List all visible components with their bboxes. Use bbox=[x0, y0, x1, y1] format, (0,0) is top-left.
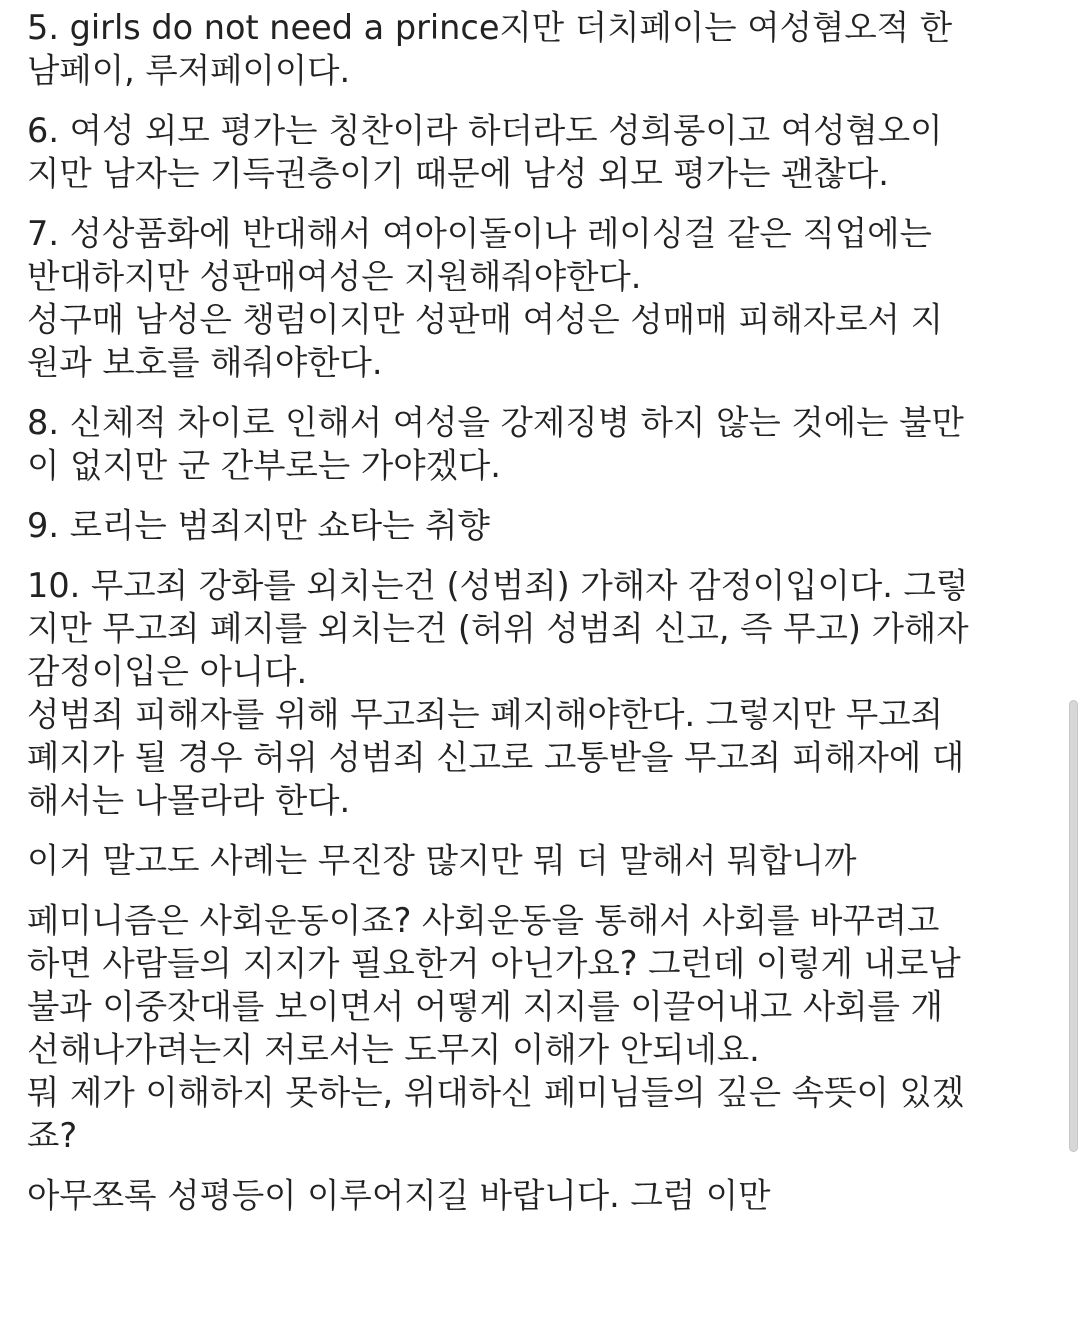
text-line: 이 없지만 군 간부로는 가야겠다. bbox=[27, 446, 501, 485]
text-line: 원과 보호를 해줘야한다. bbox=[27, 343, 383, 382]
text-line: 9. 로리는 범죄지만 쇼타는 취향 bbox=[27, 506, 490, 545]
list-item-10 bbox=[27, 564, 1067, 822]
list-item-9 bbox=[27, 504, 1067, 547]
scrollbar-thumb[interactable] bbox=[1069, 700, 1078, 1152]
text-line: 폐지가 될 경우 허위 성범죄 신고로 고통받을 무고죄 피해자에 대 bbox=[27, 738, 965, 777]
text-line: 10. 무고죄 강화를 외치는건 (성범죄) 가해자 감정이입이다. 그렇 bbox=[27, 566, 969, 605]
text-line: 성범죄 피해자를 위해 무고죄는 폐지해야한다. 그렇지만 무고죄 bbox=[27, 695, 943, 734]
text-line: 아무쪼록 성평등이 이루어지길 바랍니다. 그럼 이만 bbox=[27, 1176, 771, 1215]
text-line: 감정이입은 아니다. bbox=[27, 652, 308, 691]
text-line: 7. 성상품화에 반대해서 여아이돌이나 레이싱걸 같은 직업에는 bbox=[27, 214, 932, 253]
text-line: 선해나가려는지 저로서는 도무지 이해가 안되네요. bbox=[27, 1030, 760, 1069]
text-line: 페미니즘은 사회운동이죠? 사회운동을 통해서 사회를 바꾸려고 bbox=[27, 901, 940, 940]
text-line: 해서는 나몰라라 한다. bbox=[27, 781, 351, 820]
text-line: 6. 여성 외모 평가는 칭찬이라 하더라도 성희롱이고 여성혐오이 bbox=[27, 111, 943, 150]
text-line: 불과 이중잣대를 보이면서 어떻게 지지를 이끌어내고 사회를 개 bbox=[27, 987, 943, 1026]
text-line: 지만 남자는 기득권층이기 때문에 남성 외모 평가는 괜찮다. bbox=[27, 154, 889, 193]
document-body bbox=[27, 6, 1067, 1234]
paragraph-closing bbox=[27, 1174, 1067, 1217]
text-line: 8. 신체적 차이로 인해서 여성을 강제징병 하지 않는 것에는 불만 bbox=[27, 403, 964, 442]
text-line: 반대하지만 성판매여성은 지원해줘야한다. bbox=[27, 257, 642, 296]
text-line: 성구매 남성은 챙럼이지만 성판매 여성은 성매매 피해자로서 지 bbox=[27, 300, 943, 339]
paragraph-feminism bbox=[27, 899, 1067, 1157]
list-item-5 bbox=[27, 6, 1067, 92]
text-line: 뭐 제가 이해하지 못하는, 위대하신 페미님들의 깊은 속뜻이 있겠 bbox=[27, 1073, 965, 1112]
text-line: 하면 사람들의 지지가 필요한거 아닌가요? 그런데 이렇게 내로남 bbox=[27, 944, 961, 983]
paragraph-more-examples bbox=[27, 839, 1067, 882]
list-item-6 bbox=[27, 109, 1067, 195]
list-item-7 bbox=[27, 212, 1067, 384]
text-line: 이거 말고도 사례는 무진장 많지만 뭐 더 말해서 뭐합니까 bbox=[27, 841, 857, 880]
text-line: 지만 무고죄 폐지를 외치는건 (허위 성범죄 신고, 즉 무고) 가해자 bbox=[27, 609, 969, 648]
text-line: 죠? bbox=[27, 1116, 78, 1155]
text-line: 남페이, 루저페이이다. bbox=[27, 51, 351, 90]
list-item-8 bbox=[27, 401, 1067, 487]
text-line: 5. girls do not need a prince지만 더치페이는 여성혐오적 한 bbox=[27, 8, 953, 47]
